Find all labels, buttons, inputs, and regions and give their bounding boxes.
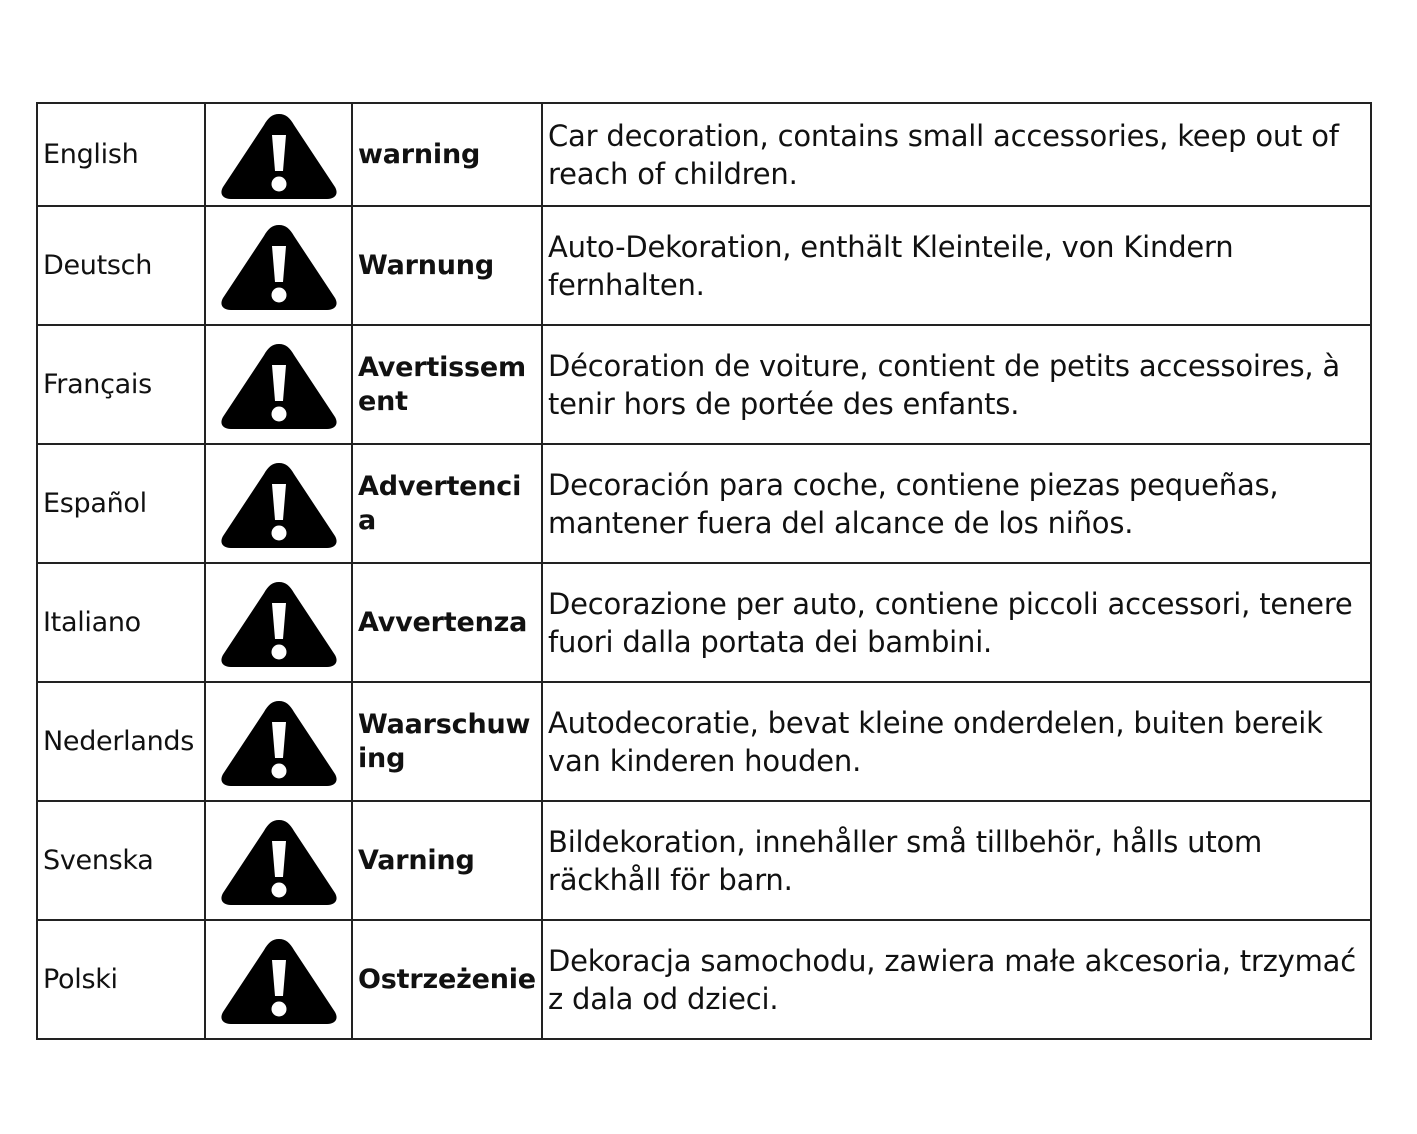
warning-triangle-icon xyxy=(205,920,352,1039)
warning-text: Auto-Dekoration, enthält Kleinteile, von Kindern fernhalten. xyxy=(542,206,1371,325)
warning-label: Warnung xyxy=(352,206,542,325)
language-name: Français xyxy=(37,325,205,444)
language-name: Deutsch xyxy=(37,206,205,325)
warning-label: Waarschuwing xyxy=(352,682,542,801)
warning-triangle-icon xyxy=(205,325,352,444)
table-row xyxy=(37,103,1371,206)
warning-text: Bildekoration, innehåller små tillbehör, hålls utom räckhåll för barn. xyxy=(542,801,1371,920)
table-row xyxy=(37,444,1371,563)
language-name: Svenska xyxy=(37,801,205,920)
warning-triangle-icon xyxy=(205,103,352,206)
language-name: Español xyxy=(37,444,205,563)
warning-label: Avvertenza xyxy=(352,563,542,682)
warning-text: Décoration de voiture, contient de petits accessoires, à tenir hors de portée des enfants. xyxy=(542,325,1371,444)
table-row xyxy=(37,920,1371,1039)
warning-label: warning xyxy=(352,103,542,206)
table-row xyxy=(37,563,1371,682)
table-row xyxy=(37,801,1371,920)
warning-label: Varning xyxy=(352,801,542,920)
warning-label: Avertissement xyxy=(352,325,542,444)
warning-text: Decorazione per auto, contiene piccoli accessori, tenere fuori dalla portata dei bambini. xyxy=(542,563,1371,682)
warning-label: Advertencia xyxy=(352,444,542,563)
warning-text: Decoración para coche, contiene piezas pequeñas, mantener fuera del alcance de los niños. xyxy=(542,444,1371,563)
language-name: Polski xyxy=(37,920,205,1039)
language-name: Nederlands xyxy=(37,682,205,801)
table-row xyxy=(37,325,1371,444)
warning-text: Autodecoratie, bevat kleine onderdelen, buiten bereik van kinderen houden. xyxy=(542,682,1371,801)
warning-triangle-icon xyxy=(205,801,352,920)
language-name: English xyxy=(37,103,205,206)
warning-text: Car decoration, contains small accessories, keep out of reach of children. xyxy=(542,103,1371,206)
warning-triangle-icon xyxy=(205,563,352,682)
language-name: Italiano xyxy=(37,563,205,682)
table-row xyxy=(37,206,1371,325)
multilingual-warning-table xyxy=(36,102,1372,1040)
warning-text: Dekoracja samochodu, zawiera małe akcesoria, trzymać z dala od dzieci. xyxy=(542,920,1371,1039)
warning-triangle-icon xyxy=(205,682,352,801)
warning-triangle-icon xyxy=(205,444,352,563)
warning-label: Ostrzeżenie xyxy=(352,920,542,1039)
warning-triangle-icon xyxy=(205,206,352,325)
table-row xyxy=(37,682,1371,801)
